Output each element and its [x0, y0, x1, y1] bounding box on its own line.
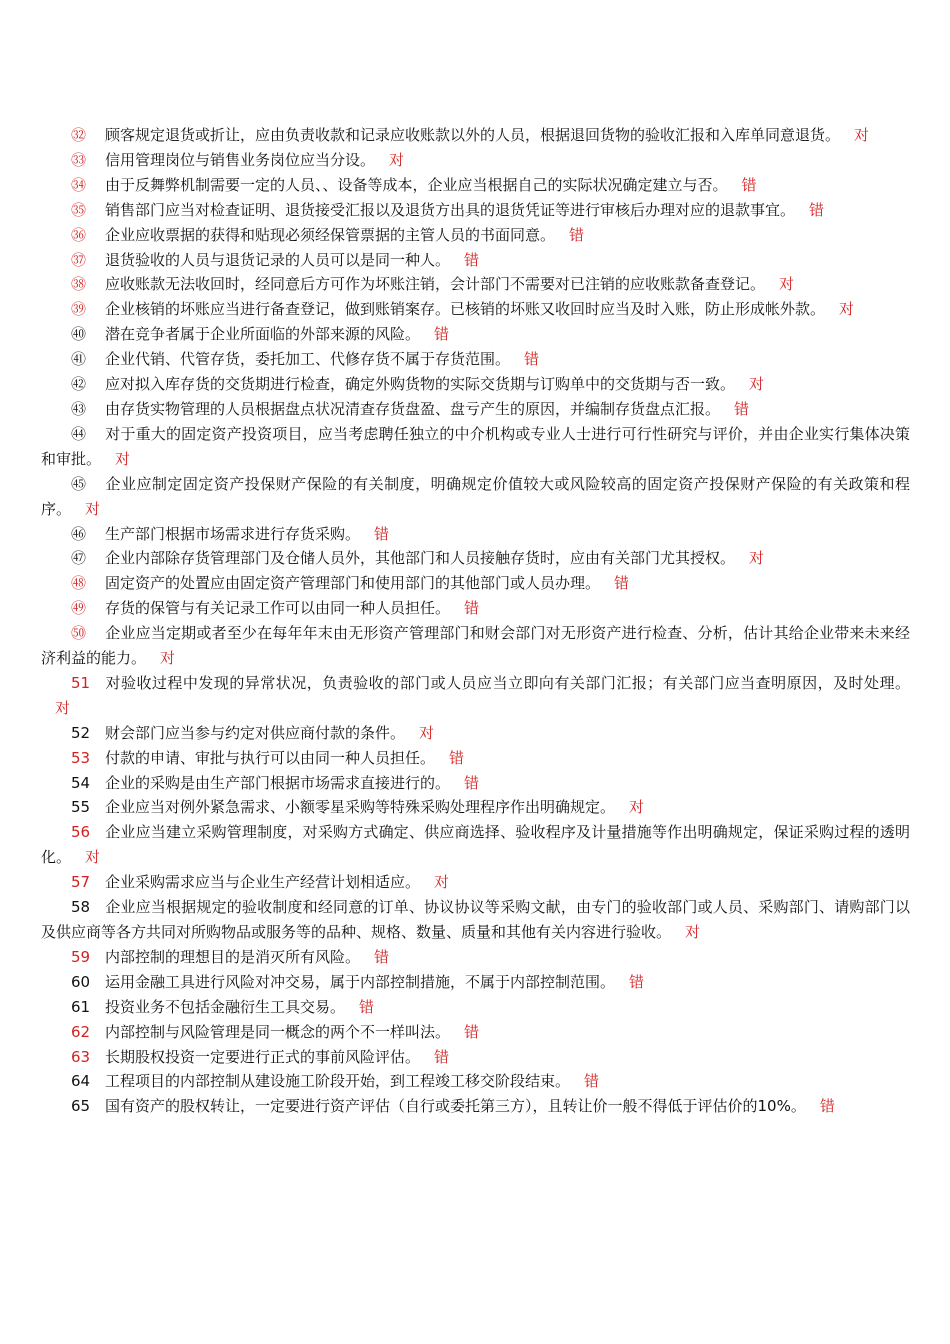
question-item	[41, 1094, 910, 1119]
question-number: ㊿	[71, 624, 87, 643]
question-item	[41, 721, 910, 746]
question-text: 应对拟入库存货的交货期进行检查，确定外购货物的实际交货期与订购单中的交货期与否一致。	[105, 375, 736, 394]
question-item	[41, 596, 910, 621]
question-text: 应收账款无法收回时，经同意后方可作为坏账注销，会计部门不需要对已注销的应收账款备查登记。	[105, 275, 766, 294]
question-text: 企业应制定固定资产投保财产保险的有关制度，明确规定价值较大或风险较高的固定资产投保财产保险的有关政策和程序。	[41, 474, 910, 518]
question-item	[41, 1045, 910, 1070]
question-number: 54	[71, 773, 91, 792]
question-text: 国有资产的股权转让，一定要进行资产评估（自行或委托第三方），且转让价一般不得低于评估价的10%。	[105, 1097, 806, 1116]
question-item	[41, 1020, 910, 1045]
question-item	[41, 397, 910, 422]
question-number: 55	[71, 798, 91, 817]
answer-mark: 错	[464, 250, 480, 269]
question-number: ㊵	[71, 325, 87, 344]
answer-mark: 错	[464, 1022, 480, 1041]
answer-mark: 错	[584, 1072, 600, 1091]
question-number: 60	[71, 972, 91, 991]
question-item	[41, 895, 910, 945]
question-item	[41, 148, 910, 173]
question-text: 企业采购需求应当与企业生产经营计划相适应。	[105, 873, 421, 892]
question-text: 退货验收的人员与退货记录的人员可以是同一种人。	[105, 250, 451, 269]
question-number: 57	[71, 873, 91, 892]
answer-mark: 对	[779, 275, 795, 294]
answer-mark: 错	[614, 574, 630, 593]
question-text: 投资业务不包括金融衍生工具交易。	[105, 997, 346, 1016]
question-text: 付款的申请、审批与执行可以由同一种人员担任。	[105, 748, 436, 767]
question-number: ㉞	[71, 175, 87, 194]
question-number: 56	[71, 823, 91, 842]
question-item	[41, 472, 910, 522]
question-item	[41, 123, 910, 148]
question-text: 由于反舞弊机制需要一定的人员、、设备等成本，企业应当根据自己的实际状况确定建立与否。	[105, 175, 728, 194]
question-number: ㉜	[71, 126, 87, 144]
question-number: ㊺	[71, 474, 87, 493]
question-number: 65	[71, 1097, 91, 1116]
question-item	[41, 223, 910, 248]
answer-mark: 错	[741, 175, 757, 194]
answer-mark: 错	[449, 748, 465, 767]
question-item	[41, 297, 910, 322]
question-number: ㊹	[71, 424, 87, 443]
question-number: 58	[71, 898, 91, 917]
question-item	[41, 272, 910, 297]
question-item	[41, 372, 910, 397]
question-number: 61	[71, 997, 91, 1016]
question-item	[41, 771, 910, 796]
question-text: 存货的保管与有关记录工作可以由同一种人员担任。	[105, 599, 451, 618]
question-text: 内部控制的理想目的是消灭所有风险。	[105, 947, 361, 966]
question-number: ㉝	[71, 150, 87, 169]
question-text: 企业代销、代管存货，委托加工、代修存货不属于存货范围。	[105, 350, 511, 369]
answer-mark: 错	[434, 325, 450, 344]
question-text: 生产部门根据市场需求进行存货采购。	[105, 524, 361, 543]
answer-mark: 对	[85, 848, 101, 867]
answer-mark: 错	[569, 225, 585, 244]
answer-mark: 错	[464, 773, 480, 792]
question-text: 企业应当定期或者至少在每年年末由无形资产管理部门和财会部门对无形资产进行检查、分析，估计其给企业带来未来经济利益的能力。	[41, 624, 910, 668]
answer-mark: 对	[749, 375, 765, 394]
question-list	[41, 123, 910, 1119]
question-number: ㉟	[71, 200, 87, 219]
question-text: 运用金融工具进行风险对冲交易，属于内部控制措施，不属于内部控制范围。	[105, 972, 616, 991]
question-text: 由存货实物管理的人员根据盘点状况清查存货盘盈、盘亏产生的原因，并编制存货盘点汇报。	[105, 399, 721, 418]
question-number: ㊴	[71, 300, 87, 319]
question-number: ㊲	[71, 250, 87, 269]
question-text: 内部控制与风险管理是同一概念的两个不一样叫法。	[105, 1022, 451, 1041]
answer-mark: 错	[374, 524, 390, 543]
answer-mark: 错	[464, 599, 480, 618]
answer-mark: 对	[839, 300, 855, 319]
question-number: 53	[71, 748, 91, 767]
answer-mark: 错	[819, 1097, 835, 1116]
question-text: 潜在竞争者属于企业所面临的外部来源的风险。	[105, 325, 421, 344]
question-item	[41, 322, 910, 347]
question-item	[41, 198, 910, 223]
answer-mark: 对	[434, 873, 450, 892]
question-text: 财会部门应当参与约定对供应商付款的条件。	[105, 723, 406, 742]
question-text: 企业应当建立采购管理制度，对采购方式确定、供应商选择、验收程序及计量措施等作出明确规定，保证采购过程的透明化。	[41, 823, 910, 867]
answer-mark: 错	[524, 350, 540, 369]
question-item	[41, 422, 910, 472]
question-text: 固定资产的处置应由固定资产管理部门和使用部门的其他部门或人员办理。	[105, 574, 601, 593]
question-number: 63	[71, 1047, 91, 1066]
question-item	[41, 970, 910, 995]
question-item	[41, 945, 910, 970]
question-item	[41, 795, 910, 820]
question-text: 企业应当根据规定的验收制度和经同意的订单、协议协议等采购文献，由专门的验收部门或人员、采购部门、请购部门以及供应商等各方共同对所购物品或服务等的品种、规格、数量、质量和其他有关内容进行验收。	[41, 898, 910, 941]
question-item	[41, 746, 910, 771]
question-number: ㊼	[71, 549, 87, 568]
question-text: 长期股权投资一定要进行正式的事前风险评估。	[105, 1047, 421, 1066]
question-item	[41, 173, 910, 198]
question-number: ㊸	[71, 399, 87, 418]
answer-mark: 对	[55, 698, 71, 717]
question-number: ㊷	[71, 375, 87, 394]
question-number: ㊶	[71, 350, 87, 369]
question-text: 企业应当对例外紧急需求、小额零星采购等特殊采购处理程序作出明确规定。	[105, 798, 616, 817]
question-text: 工程项目的内部控制从建设施工阶段开始，到工程竣工移交阶段结束。	[105, 1072, 571, 1091]
question-item	[41, 995, 910, 1020]
question-item	[41, 870, 910, 895]
answer-mark: 对	[85, 499, 101, 518]
question-text: 信用管理岗位与销售业务岗位应当分设。	[105, 150, 376, 169]
question-item	[41, 671, 910, 721]
question-item	[41, 248, 910, 273]
question-text: 对于重大的固定资产投资项目，应当考虑聘任独立的中介机构或专业人士进行可行性研究与评价，并由企业实行集体决策和审批。	[41, 424, 910, 468]
answer-mark: 对	[419, 723, 435, 742]
answer-mark: 错	[809, 200, 825, 219]
question-number: 62	[71, 1022, 91, 1041]
question-number: 59	[71, 947, 91, 966]
question-number: ㊽	[71, 574, 87, 593]
question-text: 企业内部除存货管理部门及仓储人员外，其他部门和人员接触存货时，应由有关部门尤其授权。	[105, 549, 736, 568]
question-number: 51	[71, 673, 91, 692]
answer-mark: 对	[749, 549, 765, 568]
question-text: 销售部门应当对检查证明、退货接受汇报以及退货方出具的退货凭证等进行审核后办理对应的退款事宜。	[105, 200, 796, 219]
question-text: 企业核销的坏账应当进行备查登记，做到账销案存。已核销的坏账又收回时应当及时入账，防止形成帐外款。	[105, 300, 826, 319]
question-text: 企业的采购是由生产部门根据市场需求直接进行的。	[105, 773, 451, 792]
question-number: ㊾	[71, 599, 87, 618]
answer-mark: 对	[160, 649, 176, 668]
answer-mark: 对	[389, 150, 405, 169]
question-number: ㊱	[71, 225, 87, 244]
question-text: 对验收过程中发现的异常状况，负责验收的部门或人员应当立即向有关部门汇报；有关部门应当查明原因，及时处理。	[105, 673, 910, 692]
question-number: ㊻	[71, 524, 87, 543]
answer-mark: 错	[434, 1047, 450, 1066]
question-item	[41, 347, 910, 372]
question-item	[41, 820, 910, 870]
question-item	[41, 522, 910, 547]
question-item	[41, 621, 910, 671]
question-item	[41, 571, 910, 596]
question-item	[41, 546, 910, 571]
answer-mark: 错	[374, 947, 390, 966]
answer-mark: 错	[734, 399, 750, 418]
question-number: 52	[71, 723, 91, 742]
answer-mark: 对	[854, 126, 870, 144]
question-text: 企业应收票据的获得和贴现必须经保管票据的主管人员的书面同意。	[105, 225, 556, 244]
answer-mark: 错	[629, 972, 645, 991]
question-number: 64	[71, 1072, 91, 1091]
question-text: 顾客规定退货或折让，应由负责收款和记录应收账款以外的人员，根据退回货物的验收汇报和入库单同意退货。	[105, 126, 841, 144]
question-number: ㊳	[71, 275, 87, 294]
answer-mark: 对	[115, 449, 131, 468]
answer-mark: 对	[629, 798, 645, 817]
question-item	[41, 1069, 910, 1094]
answer-mark: 对	[685, 923, 701, 941]
answer-mark: 错	[359, 997, 375, 1016]
